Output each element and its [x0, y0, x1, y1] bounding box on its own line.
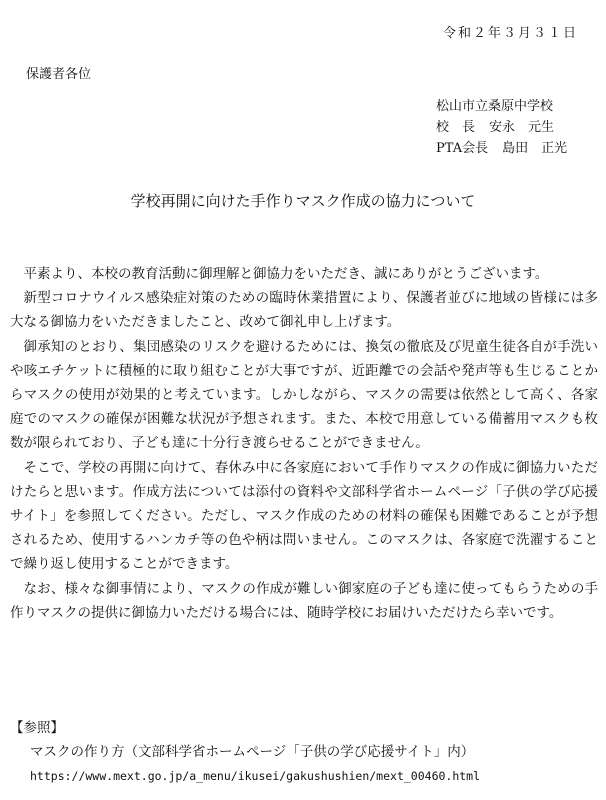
recipient-line: 保護者各位 [26, 67, 92, 82]
document-title: 学校再開に向けた手作りマスク作成の協力について [130, 192, 476, 210]
reference-heading: 【参照】 [10, 720, 64, 736]
sender-role: PTA会長 [436, 141, 489, 156]
body-paragraph: 御承知のとおり、集団感染のリスクを避けるためには、換気の徹底及び児童生徒各自が手洗いや咳エチケットに積極的に取り組むことが大事ですが、近距離での会話や発声等も生じることからマスクの使用が効果的と考えています。しかしながら、マスクの需要は依然として高く、各家庭でのマスクの確保が困難な状況が予想されます。また、本校で用意している備蓄用マスクも枚数が限られており、子ども達に十分行き渡らせることができません。 [10, 338, 598, 452]
reference-url-link[interactable]: https://www.mext.go.jp/a_menu/ikusei/gakushushien/mext_00460.html [30, 769, 481, 783]
body-paragraph: 新型コロナウイルス感染症対策のための臨時休業措置により、保護者並びに地域の皆様には多大なる御協力をいただきましたこと、改めて御礼申し上げます。 [10, 290, 598, 331]
body-paragraph: 平素より、本校の教育活動に御理解と御協力をいただき、誠にありがとうございます。 [23, 266, 549, 282]
sender-pta-chair [436, 138, 567, 159]
sender-name: 安永 元生 [489, 120, 555, 135]
sender-block [436, 96, 567, 159]
reference-section [10, 716, 598, 788]
body-text [10, 262, 598, 625]
body-paragraph: そこで、学校の再開に向けて、春休み中に各家庭において手作りマスクの作成に御協力いただけたらと思います。作成方法については添付の資料や文部科学省ホームページ「子供の学び応援サイト」を参照してください。ただし、マスク作成のための材料の確保も困難であることが予想されるため、使用するハンカチ等の色や柄は問いません。このマスクは、各家庭で洗濯することで繰り返し使用することができます。 [10, 459, 598, 573]
body-paragraph: なお、様々な御事情により、マスクの作成が難しい御家庭の子ども達に使ってもらうための手作りマスクの提供に御協力いただける場合には、随時学校にお届けいただけたら幸いです。 [10, 580, 598, 621]
reference-item: マスクの作り方（文部科学省ホームページ「子供の学び応援サイト」内） [30, 744, 475, 760]
sender-principal [436, 117, 567, 138]
document-date: 令和２年３月３１日 [442, 26, 578, 41]
sender-name: 島田 正光 [502, 141, 568, 156]
sender-school: 松山市立桑原中学校 [436, 99, 554, 114]
sender-role: 校 長 [436, 120, 476, 135]
